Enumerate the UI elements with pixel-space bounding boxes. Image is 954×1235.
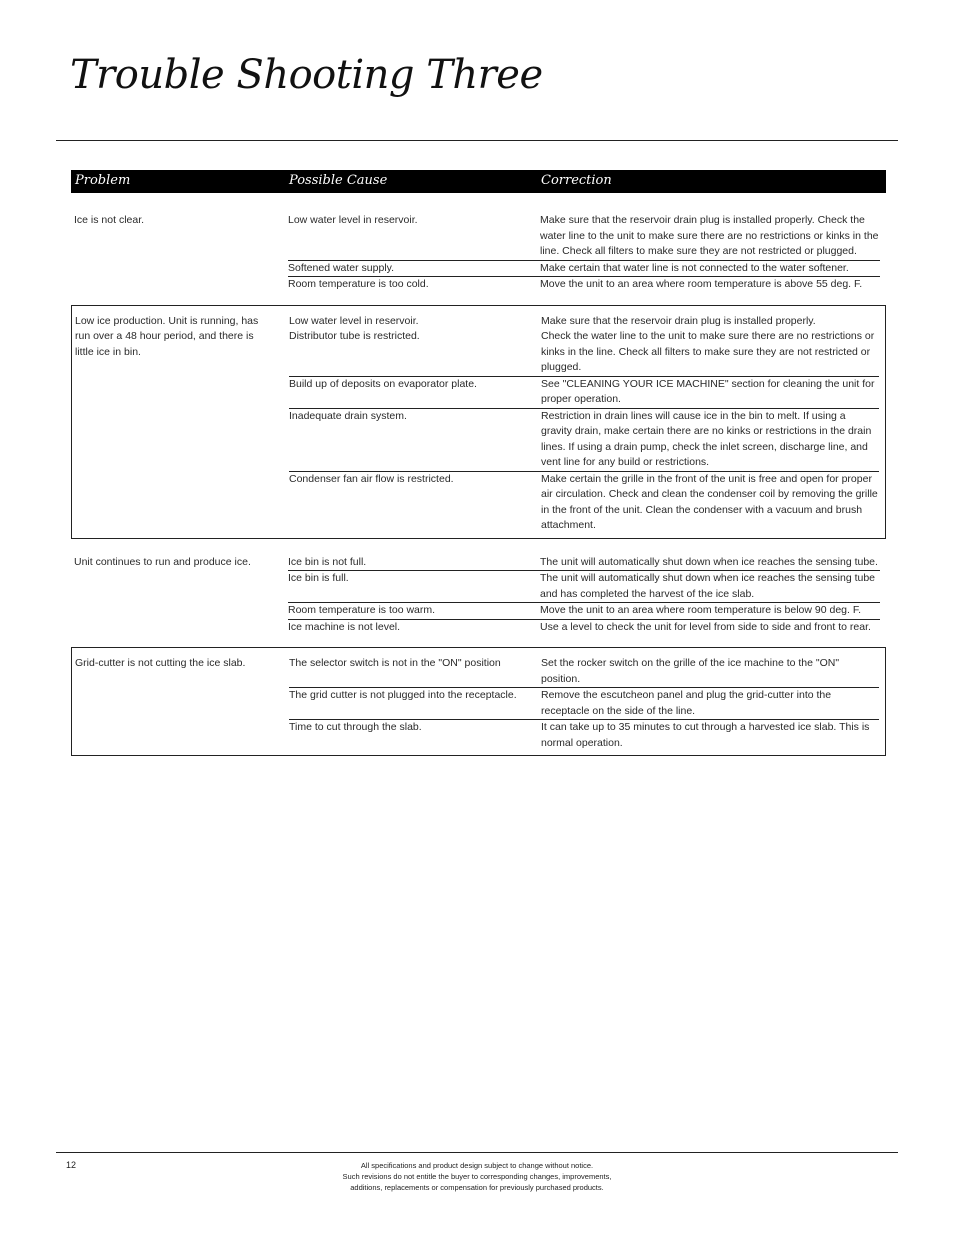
cause-text: Room temperature is too cold. [288, 278, 429, 290]
table-row [288, 620, 880, 636]
header-correction: Correction [541, 173, 612, 188]
cause-text: The selector switch is not in the "ON" position [289, 657, 501, 669]
cause-text: Time to cut through the slab. [289, 721, 422, 733]
table-row [288, 277, 880, 293]
correction-text: Make certain that water line is not connected to the water softener. [540, 261, 849, 274]
problem-text: Low ice production. Unit is running, has run over a 48 hour period, and there is little ice in bin. [75, 314, 259, 358]
correction-text: It can take up to 35 minutes to cut through a harvested ice slab. This is normal operation. [541, 721, 870, 749]
footer-disclaimer [300, 1160, 654, 1193]
problem-text: Ice is not clear. [74, 214, 145, 226]
table-row [289, 656, 879, 688]
table-row [289, 472, 879, 534]
table-row [289, 720, 879, 751]
footer-line: Such revisions do not entitle the buyer to corresponding changes, improvements, [342, 1172, 612, 1181]
correction-text: Restriction in drain lines will cause ice in the bin to melt. If using a gravity drain, make certain there are no kinks or restrictions in the drain lines. If using a drain pump, check the inlet screen, discharge line, and vent line for any build or restrictions. [541, 409, 872, 468]
title-divider [56, 140, 898, 141]
correction-text: Make sure that the reservoir drain plug is installed properly. Check the water line to the unit to make sure there are no restrictions or kinks in the line. Check all filters to make sure they are not restricted or plugged. [540, 214, 879, 257]
cause-text: Inadequate drain system. [289, 409, 407, 422]
table-row [288, 555, 880, 572]
troubleshooting-table [71, 170, 886, 756]
table-row [288, 603, 880, 620]
problem-group [71, 547, 886, 640]
correction-text: The unit will automatically shut down when ice reaches the sensing tube. [540, 555, 878, 568]
correction-text: Use a level to check the unit for level from side to side and front to rear. [540, 620, 871, 633]
header-possible-cause: Possible Cause [289, 173, 388, 188]
correction-text: Remove the escutcheon panel and plug the grid-cutter into the receptacle on the side of the line. [541, 689, 832, 717]
problem-text: Grid-cutter is not cutting the ice slab. [75, 657, 246, 669]
correction-text: Set the rocker switch on the grille of the ice machine to the "ON" position. [541, 657, 840, 685]
header-problem: Problem [75, 173, 131, 188]
cause-text: Low water level in reservoir. Distributor tube is restricted. [289, 314, 420, 342]
page-title: Trouble Shooting Three [70, 52, 543, 98]
table-row [289, 409, 879, 472]
correction-text: The unit will automatically shut down when ice reaches the sensing tube and has completed the harvest of the ice slab. [540, 572, 876, 600]
table-row [289, 377, 879, 409]
problem-group [71, 647, 886, 756]
problem-group [71, 305, 886, 539]
table-row [289, 688, 879, 720]
footer-line: All specifications and product design subject to change without notice. [360, 1161, 594, 1170]
table-header [71, 170, 886, 193]
problem-group [71, 205, 886, 297]
cause-text: Low water level in reservoir. [288, 214, 418, 226]
correction-text: Move the unit to an area where room temperature is above 55 deg. F. [540, 278, 863, 290]
cause-text: Ice bin is full. [288, 572, 349, 584]
table-row [288, 261, 880, 278]
cause-text: Condenser fan air flow is restricted. [289, 472, 454, 485]
table-row [289, 314, 879, 377]
cause-text: Build up of deposits on evaporator plate. [289, 377, 477, 390]
table-row [288, 571, 880, 603]
correction-text: See "CLEANING YOUR ICE MACHINE" section for cleaning the unit for proper operation. [541, 377, 875, 405]
cause-text: Room temperature is too warm. [288, 604, 436, 616]
correction-text: Make sure that the reservoir drain plug is installed properly. Check the water line to the unit to make sure there are no restrictions or kinks in the line. Check all filters to make sure they are not restricted or plugged. [541, 314, 875, 373]
table-row [288, 213, 880, 261]
footer-line: additions, replacements or compensation for previously purchased products. [350, 1183, 604, 1192]
cause-text: Softened water supply. [288, 261, 395, 274]
cause-text: The grid cutter is not plugged into the receptacle. [289, 689, 517, 701]
cause-text: Ice bin is not full. [288, 555, 367, 568]
cause-text: Ice machine is not level. [288, 620, 401, 633]
correction-text: Make certain the grille in the front of the unit is free and open for proper air circulation. Check and clean the condenser coil by removing the grille in the front of the unit. Clean the condenser with a vacuum and brush attachment. [541, 472, 878, 531]
footer-divider [56, 1152, 898, 1153]
correction-text: Move the unit to an area where room temperature is below 90 deg. F. [540, 604, 862, 616]
page-number: 12 [66, 1160, 77, 1170]
problem-text: Unit continues to run and produce ice. [74, 555, 251, 568]
